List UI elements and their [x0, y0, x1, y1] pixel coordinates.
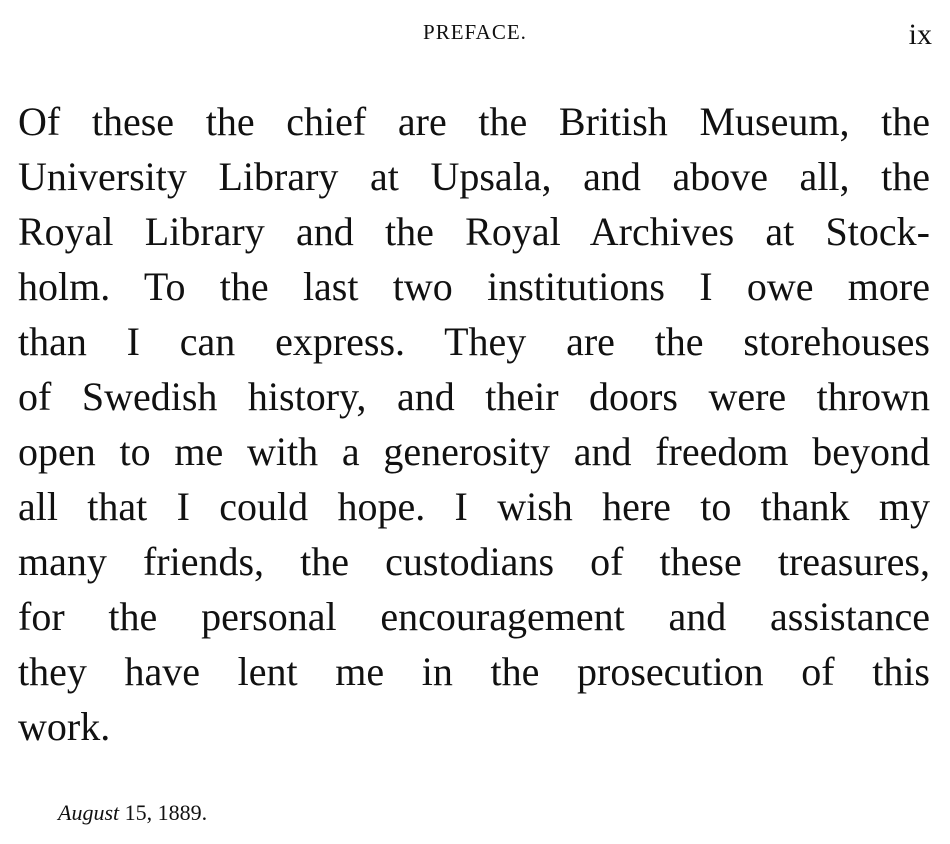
paragraph-line: open to me with a generosity and freedom beyond — [18, 429, 930, 474]
paragraph-line: they have lent me in the prosecution of this — [18, 649, 930, 694]
paragraph-line: work. — [18, 704, 111, 749]
running-head-title: PREFACE. — [423, 20, 527, 44]
paragraph-line: of Swedish history, and their doors were thrown — [18, 374, 930, 419]
paragraph-line: University Library at Upsala, and above all, the — [18, 154, 930, 199]
paragraph-line: Of these the chief are the British Museum, the — [18, 99, 930, 144]
date-day-year: 15, 1889. — [124, 800, 208, 825]
paragraph-line: than I can express. They are the storehouses — [18, 319, 930, 364]
paragraph-line: many friends, the custodians of these treasures, — [18, 539, 930, 584]
paragraph-line: for the personal encouragement and assistance — [18, 594, 930, 639]
preface-paragraph — [18, 94, 930, 754]
page-number: ix — [908, 18, 932, 51]
preface-date — [58, 800, 207, 826]
paragraph-line: Royal Library and the Royal Archives at Stock- — [18, 209, 930, 254]
running-head — [0, 18, 950, 51]
paragraph-line: holm. To the last two institutions I owe more — [18, 264, 930, 309]
paragraph-line: all that I could hope. I wish here to thank my — [18, 484, 930, 529]
date-month: August — [58, 800, 120, 825]
